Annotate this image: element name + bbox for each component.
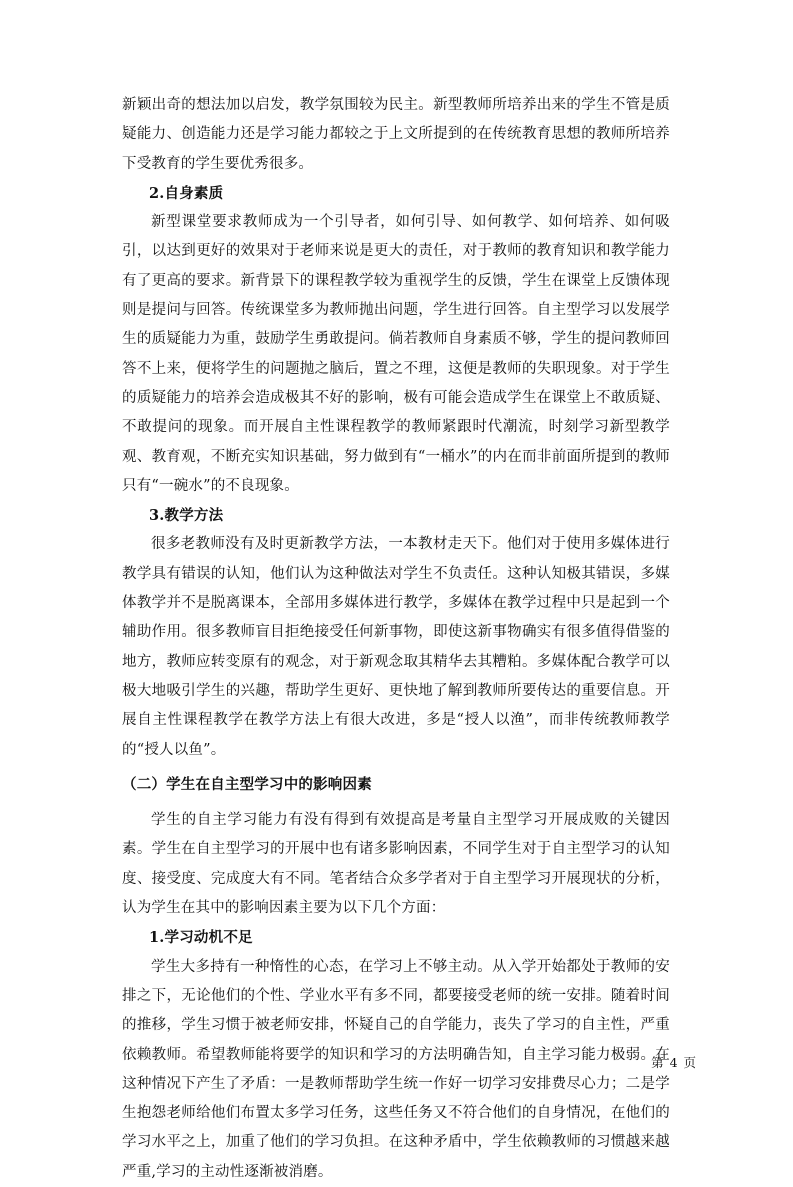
page-number: 第 4 页 [651, 1055, 697, 1070]
document-body [122, 91, 670, 1187]
heading-motivation: 1.学习动机不足 [149, 929, 253, 947]
heading-self-quality: 2.自身素质 [149, 184, 224, 202]
paragraph-motivation: 学生大多持有一种惰性的心态，在学习上不够主动。从入学开始都处于教师的安排之下，无论他们的个性、学业水平有多不同，都要接受老师的统一安排。随着时间的推移，学生习惯于被老师安排，怀疑自己的自学能力，丧失了学习的自主性，严重依赖教师。希望教师能将要学的知识和学习的方法明确告知，自主学习能力极弱。在这种情况下产生了矛盾：一是教师帮助学生统一作好一切学习安排费尽心力；二是学生抱怨老师给他们布置太多学习任务，这些任务又不符合他们的自身情况，在他们的学习水平之上，加重了他们的学习负担。在这种矛盾中，学生依赖教师的习惯越来越严重,学习的主动性逐渐被消磨。 [122, 958, 670, 1180]
paragraph-student-factors: 学生的自主学习能力有没有得到有效提高是考量自主型学习开展成败的关键因素。学生在自主型学习的开展中也有诸多影响因素，不同学生对于自主型学习的认知度、接受度、完成度大有不同。笔者结合众多学者对于自主型学习开展现状的分析，认为学生在其中的影响因素主要为以下几个方面： [122, 812, 670, 917]
heading-teaching-method: 3.教学方法 [149, 507, 224, 525]
paragraph-self-quality: 新型课堂要求教师成为一个引导者，如何引导、如何教学、如何培养、如何吸引，以达到更好的效果对于老师来说是更大的责任，对于教师的教育知识和教学能力有了更高的要求。新背景下的课程教学较为重视学生的反馈，学生在课堂上反馈体现则是提问与回答。传统课堂多为教师抛出问题，学生进行回答。自主型学习以发展学生的质疑能力为重，鼓励学生勇敢提问。倘若教师自身素质不够，学生的提问教师回答不上来，便将学生的问题抛之脑后，置之不理，这便是教师的失职现象。对于学生的质疑能力的培养会造成极其不好的影响，极有可能会造成学生在课堂上不敢质疑、不敢提问的现象。而开展自主性课程教学的教师紧跟时代潮流，时刻学习新型教学观、教育观，不断充实知识基础，努力做到有“一桶水”的内在而非前面所提到的教师只有“一碗水”的不良现象。 [122, 214, 670, 494]
section-heading-student-factors: （二）学生在自主型学习中的影响因素 [122, 775, 372, 793]
paragraph-continued: 新颖出奇的想法加以启发，教学氛围较为民主。新型教师所培养出来的学生不管是质疑能力、创造能力还是学习能力都较之于上文所提到的在传统教育思想的教师所培养下受教育的学生要优秀很多。 [122, 97, 670, 172]
paragraph-teaching-method: 很多老教师没有及时更新教学方法，一本教材走天下。他们对于使用多媒体进行教学具有错误的认知，他们认为这种做法对学生不负责任。这种认知极其错误，多媒体教学并不是脱离课本，全部用多媒体进行教学，多媒体在教学过程中只是起到一个辅助作用。很多教师盲目拒绝接受任何新事物，即使这新事物确实有很多值得借鉴的地方，教师应转变原有的观念，对于新观念取其精华去其糟粕。多媒体配合教学可以极大地吸引学生的兴趣，帮助学生更好、更快地了解到教师所要传达的重要信息。开展自主性课程教学在教学方法上有很大改进，多是“授人以渔”，而非传统教师教学的“授人以鱼”。 [122, 536, 670, 758]
